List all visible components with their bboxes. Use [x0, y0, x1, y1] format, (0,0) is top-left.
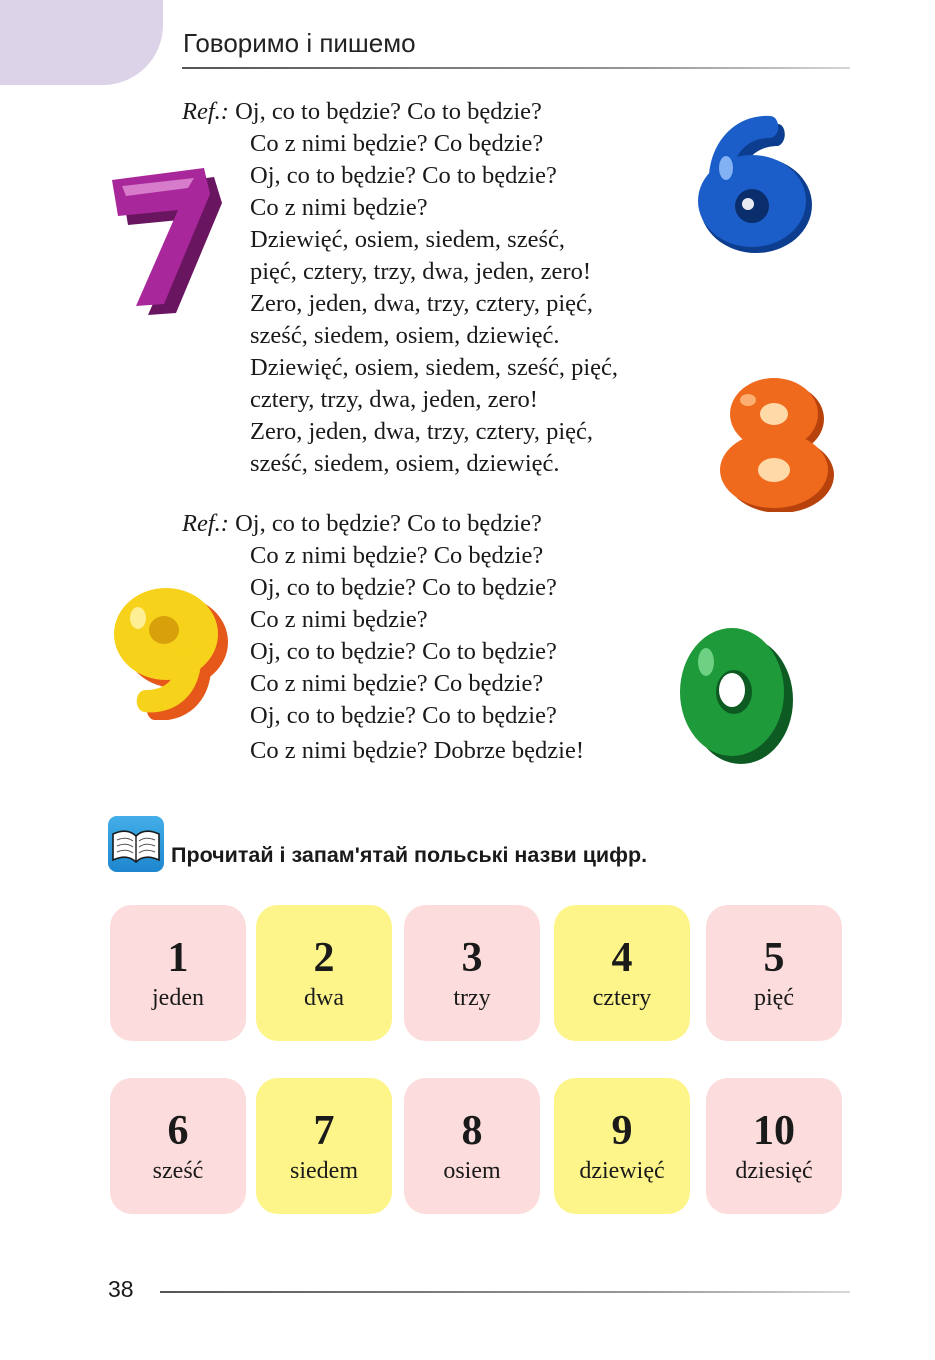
verse-line: cztery, trzy, dwa, jeden, zero!	[250, 386, 538, 413]
card-digit: 2	[313, 935, 335, 981]
verse-line: Co z nimi będzie? Co będzie?	[250, 130, 544, 157]
verse-line: Oj, co to będzie? Co to będzie?	[250, 574, 557, 601]
verse-line: Co z nimi będzie?	[250, 194, 428, 221]
verse-line-text: Oj, co to będzie? Co to będzie?	[228, 510, 542, 537]
section-title: Говоримо і пишемо	[183, 28, 416, 58]
verse-stanza-1	[182, 96, 618, 480]
card-word: osiem	[443, 1158, 501, 1184]
card-word: siedem	[290, 1158, 358, 1184]
card-digit: 10	[753, 1108, 795, 1154]
footer-divider	[160, 1291, 850, 1293]
verse-line: sześć, siedem, osiem, dziewięć.	[250, 322, 560, 349]
verse-line: Co z nimi będzie? Co będzie?	[250, 670, 544, 697]
verse-line-text: Oj, co to będzie? Co to będzie?	[228, 98, 542, 125]
verse-line: pięć, cztery, trzy, dwa, jeden, zero!	[250, 258, 591, 285]
card-digit: 4	[611, 935, 633, 981]
refrain-marker: Ref.:	[182, 98, 229, 125]
refrain-marker: Ref.:	[182, 510, 229, 537]
verse-line: Zero, jeden, dwa, trzy, cztery, pięć,	[250, 418, 594, 445]
number-card	[110, 1078, 246, 1214]
card-word: trzy	[453, 985, 491, 1011]
card-digit: 3	[461, 935, 483, 981]
card-digit: 9	[611, 1108, 633, 1154]
title-divider	[182, 67, 850, 69]
verse-line: Oj, co to będzie? Co to będzie?	[250, 638, 557, 665]
digit-seven-illustration	[98, 158, 228, 318]
corner-tab	[0, 0, 163, 85]
number-card	[706, 1078, 842, 1214]
number-card	[706, 905, 842, 1041]
verse-stanza-2	[182, 508, 584, 767]
page-number: 38	[108, 1276, 134, 1302]
digit-nine-illustration	[108, 584, 230, 720]
card-digit: 7	[313, 1108, 335, 1154]
verse-line: Dziewięć, osiem, siedem, sześć, pięć,	[250, 354, 619, 381]
digit-zero-illustration	[674, 622, 796, 764]
verse-line: Oj, co to będzie? Co to będzie?	[250, 162, 557, 189]
number-card	[404, 905, 540, 1041]
card-word: sześć	[152, 1158, 204, 1184]
digit-eight-illustration	[712, 372, 834, 512]
verse-line: Oj, co to będzie? Co to będzie?	[250, 702, 557, 729]
digit-six-illustration	[686, 112, 818, 257]
verse-line: sześć, siedem, osiem, dziewięć.	[250, 450, 560, 477]
open-book-icon	[108, 816, 164, 872]
number-card	[110, 905, 246, 1041]
verse-line: Zero, jeden, dwa, trzy, cztery, pięć,	[250, 290, 594, 317]
card-word: cztery	[592, 985, 652, 1011]
card-digit: 6	[167, 1108, 189, 1154]
number-card	[404, 1078, 540, 1214]
number-card	[256, 905, 392, 1041]
verse-line: Dziewięć, osiem, siedem, sześć,	[250, 226, 565, 253]
task-text: Прочитай і запам'ятай польські назви цифр.	[171, 843, 648, 867]
number-card	[554, 1078, 690, 1214]
verse-line	[182, 508, 584, 540]
card-digit: 1	[167, 935, 189, 981]
card-word: dziewięć	[579, 1158, 665, 1184]
card-digit: 8	[461, 1108, 483, 1154]
verse-line: Co z nimi będzie?	[250, 606, 428, 633]
number-card	[554, 905, 690, 1041]
card-word: pięć	[754, 985, 794, 1011]
verse-line: Co z nimi będzie? Dobrze będzie!	[250, 737, 585, 764]
verse-line	[182, 96, 618, 128]
number-card	[256, 1078, 392, 1214]
card-word: jeden	[152, 985, 204, 1011]
card-digit: 5	[763, 935, 785, 981]
verse-line: Co z nimi będzie? Co będzie?	[250, 542, 544, 569]
card-word: dwa	[304, 985, 344, 1011]
task-instruction	[108, 816, 848, 872]
card-word: dziesięć	[735, 1158, 813, 1184]
